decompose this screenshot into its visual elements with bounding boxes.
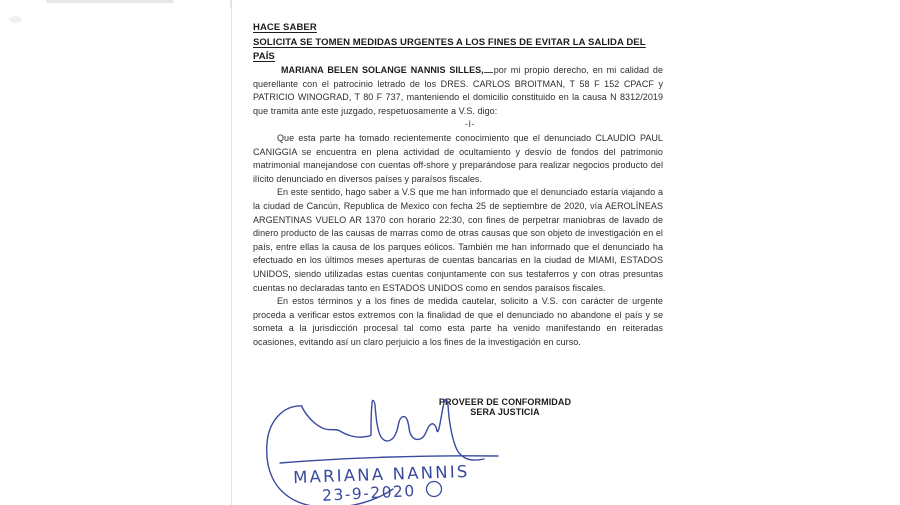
paragraph-presentacion-text: por mi propio derecho, en mi calidad de querellante con el patrocinio letrado de los DRES. CARLOS BROITMAN, T 58 F 152 CPACF y PATRICIO WINOGRAD, T 80 F 737, manteniendo el domicilio constituido en la causa N 8312/2019 que tramita ante este juzgado, respetuosamente a V.S. digo: [253,65,663,116]
paragraph-denuncia: Que esta parte ha tomado recientemente conocimiento que el denunciado CLAUDIO PAUL CANIGGIA se encuentra en plena actividad de ocultamiento y desvío de fondos del patrimonio matrimonial manejandose con cuentas off-shore y preparándose para realizar negocios producto del ilícito denunciado en diversos países y paraísos fiscales. [253,132,663,184]
signature-flourish-stroke [302,399,484,460]
signature-date-circle [427,482,442,497]
paragraph-petitorio: En estos términos y a los fines de medida cautelar, solicito a V.S. con carácter de urgente proceda a verificar estos extremos con la finalidad de que el denunciado no abandone el país y se someta a la jurisdicción procesal tal como esta parte ha venido manifestando en reiteradas ocasiones, evitando así un claro perjuicio a los fines de la investigación en curso. [253,296,663,347]
document-body [253,64,663,349]
signature-date: 23-9-2020 [321,481,417,505]
document-page [231,0,900,505]
scan-artifact [9,16,22,23]
header-solicita-medidas: SOLICITA SE TOMEN MEDIDAS URGENTES A LOS FINES DE EVITAR LA SALIDA DEL PAÍS [253,36,646,62]
underline-mark [484,64,493,73]
paragraph-presentacion [253,64,663,118]
querellante-name: MARIANA BELEN SOLANGE NANNIS SILLES, [281,65,484,75]
closing-proveer: PROVEER DE CONFORMIDAD [438,397,572,407]
document-headers [253,21,663,65]
paragraph-viaje-cuentas: En este sentido, hago saber a V.S que me han informado que el denunciado estaría viajando a la ciudad de Cancún, Republica de Mexico con fecha 25 de septiembre de 2020, vía AEROLÍNEAS ARGENTINAS VUELO AR 1370 con horario 22:30, con fines de perpetrar maniobras de lavado de dinero producto de las causas de marras como de otras causas que son objeto de investigación en el país, entre ellas la causa de los parques eólicos. También me han informado que el denunciado ha efectuado en los últimos meses aperturas de cuentas bancarias en la ciudad de MIAMI, ESTADOS UNIDOS, siendo utilizadas estas cuentas conjuntamente con sus testaferros y con otras presuntas cuentas no declaradas tanto en ESTADOS UNIDOS como en sendos paraísos fiscales. [253,187,663,293]
section-separator: -I- [465,119,475,130]
header-hace-saber: HACE SABER [253,22,317,33]
closing-sera-justicia: SERA JUSTICIA [470,407,540,417]
scan-artifact [46,0,174,3]
handwritten-signature [259,393,519,505]
signature-name: MARIANA NANNIS [292,461,470,488]
